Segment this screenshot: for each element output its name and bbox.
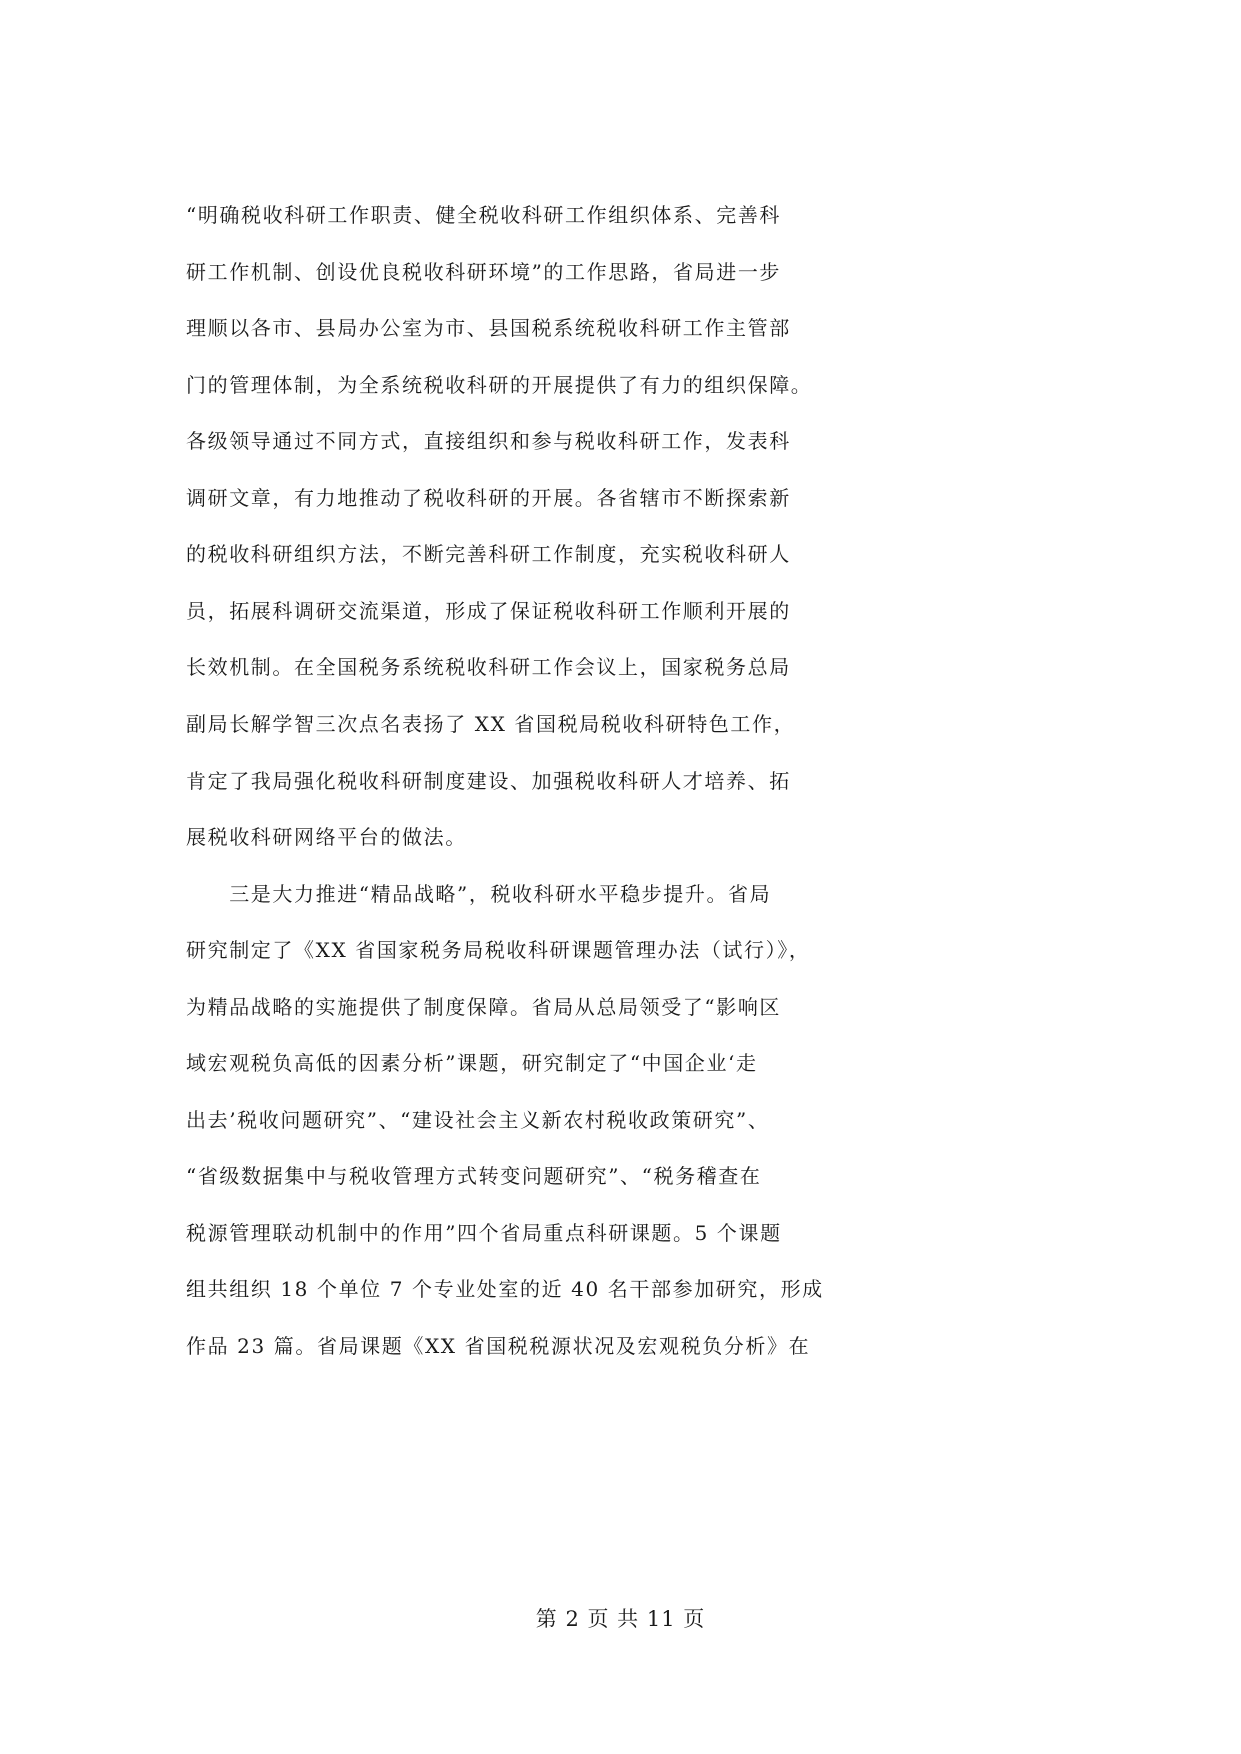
text-line: 作品 23 篇。省局课题《XX 省国税税源状况及宏观税负分析》在 bbox=[186, 1334, 811, 1358]
text-line: 理顺以各市、县局办公室为市、县国税系统税收科研工作主管部 bbox=[186, 316, 791, 340]
text-line: 为精品战略的实施提供了制度保障。省局从总局领受了“影响区 bbox=[186, 995, 782, 1019]
text-line: 出去’税收问题研究”、“建设社会主义新农村税收政策研究”、 bbox=[186, 1108, 770, 1132]
text-line: 员，拓展科调研交流渠道，形成了保证税收科研工作顺利开展的 bbox=[186, 599, 791, 623]
text-line: 研究制定了《XX 省国家税务局税收科研课题管理办法（试行）》， bbox=[186, 938, 811, 962]
text-line: 副局长解学智三次点名表扬了 XX 省国税局税收科研特色工作， bbox=[186, 712, 796, 736]
text-line: 调研文章，有力地推动了税收科研的开展。各省辖市不断探索新 bbox=[186, 486, 791, 510]
text-line: 的税收科研组织方法，不断完善科研工作制度，充实税收科研人 bbox=[186, 542, 791, 566]
text-line: 三是大力推进“精品战略”，税收科研水平稳步提升。省局 bbox=[186, 882, 772, 906]
text-line: 门的管理体制，为全系统税收科研的开展提供了有力的组织保障。 bbox=[186, 373, 813, 397]
text-line: 研工作机制、创设优良税收科研环境”的工作思路，省局进一步 bbox=[186, 260, 782, 284]
text-line: 各级领导通过不同方式，直接组织和参与税收科研工作，发表科 bbox=[186, 429, 791, 453]
text-line: “明确税收科研工作职责、健全税收科研工作组织体系、完善科 bbox=[186, 203, 782, 227]
text-line: 肯定了我局强化税收科研制度建设、加强税收科研人才培养、拓 bbox=[186, 769, 791, 793]
text-line: “省级数据集中与税收管理方式转变问题研究”、“税务稽查在 bbox=[186, 1164, 762, 1188]
text-line: 展税收科研网络平台的做法。 bbox=[186, 825, 467, 849]
text-line: 组共组织 18 个单位 7 个专业处室的近 40 名干部参加研究，形成 bbox=[186, 1277, 824, 1301]
text-line: 税源管理联动机制中的作用”四个省局重点科研课题。5 个课题 bbox=[186, 1221, 782, 1245]
page-footer: 第 2 页 共 11 页 bbox=[535, 1607, 706, 1631]
text-line: 域宏观税负高低的因素分析”课题，研究制定了“中国企业‘走 bbox=[186, 1051, 758, 1075]
text-line: 长效机制。在全国税务系统税收科研工作会议上，国家税务总局 bbox=[186, 655, 791, 679]
